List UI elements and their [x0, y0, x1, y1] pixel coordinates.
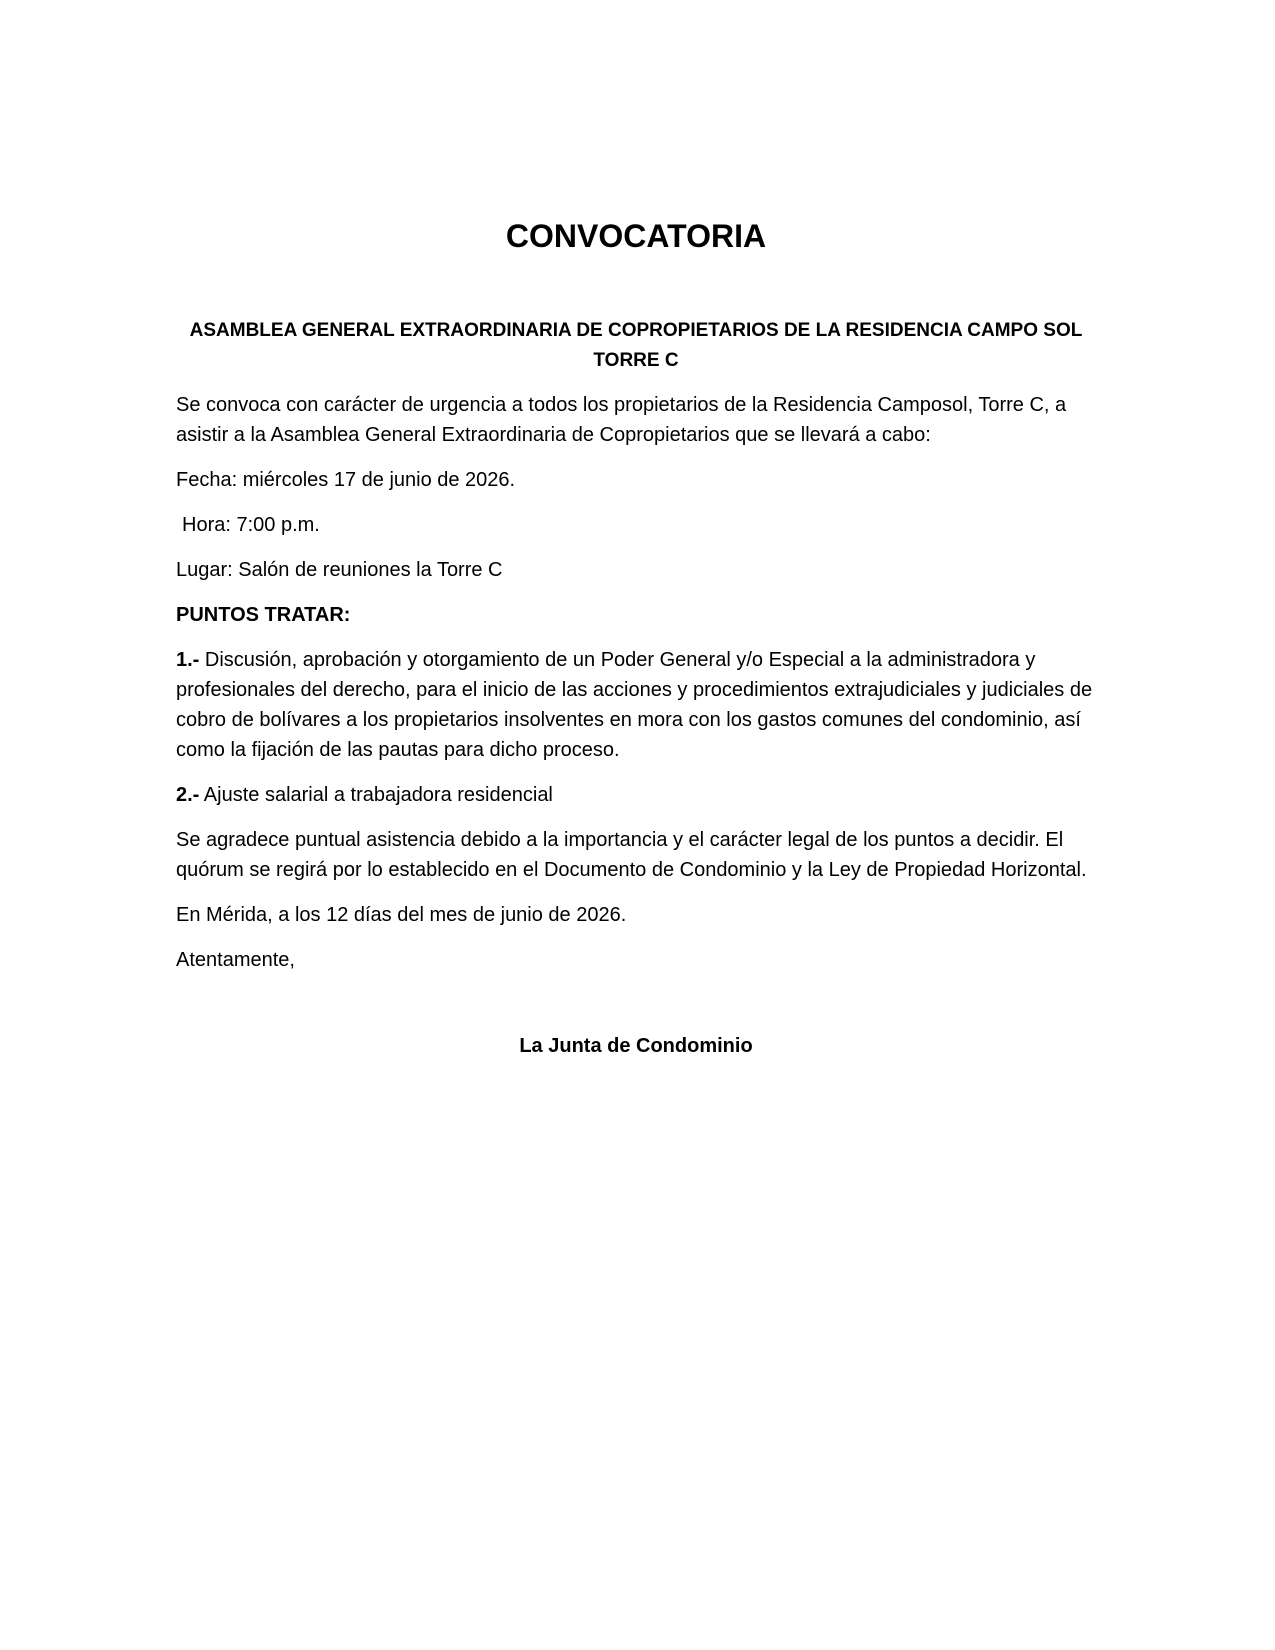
subtitle-line-2: TORRE C: [593, 350, 679, 371]
closing-paragraph: Se agradece puntual asistencia debido a la importancia y el carácter legal de los puntos a decidir. El quórum se regirá por lo establecido en el Documento de Condominio y la Ley de Propiedad Horizontal.: [176, 829, 1087, 881]
intro-paragraph: Se convoca con carácter de urgencia a todos los propietarios de la Residencia Camposol, Torre C, a asistir a la Asamblea General Extraordinaria de Copropietarios que se llevará a cabo:: [176, 394, 1067, 446]
agenda-item-2: [176, 780, 1096, 810]
agenda-heading: PUNTOS TRATAR:: [176, 604, 351, 626]
meeting-date: Fecha: miércoles 17 de junio de 2026.: [176, 469, 516, 491]
subtitle-line-1: ASAMBLEA GENERAL EXTRAORDINARIA DE COPROPIETARIOS DE LA RESIDENCIA CAMPO SOL: [189, 320, 1083, 341]
document-subtitle: [176, 316, 1096, 376]
agenda-item-text: Ajuste salarial a trabajadora residencial: [199, 784, 553, 806]
agenda-item-1: [176, 645, 1096, 765]
place-date: En Mérida, a los 12 días del mes de junio de 2026.: [176, 904, 627, 926]
document-title: CONVOCATORIA: [505, 218, 767, 254]
salutation: Atentamente,: [176, 949, 295, 971]
agenda-item-text: Discusión, aprobación y otorgamiento de un Poder General y/o Especial a la administradora y profesionales del derecho, para el inicio de las acciones y procedimientos extrajudiciales y judiciales de cobro de bolívares a los propietarios insolventes en mora con los gastos comunes del condominio, así como la fijación de las pautas para dicho proceso.: [176, 649, 1093, 761]
document-content: [176, 216, 1096, 1061]
meeting-time: Hora: 7:00 p.m.: [182, 514, 320, 536]
agenda-item-number: 2.-: [176, 784, 200, 806]
agenda-item-number: 1.-: [176, 649, 200, 671]
signature: La Junta de Condominio: [519, 1035, 753, 1057]
meeting-place: Lugar: Salón de reuniones la Torre C: [176, 559, 503, 581]
